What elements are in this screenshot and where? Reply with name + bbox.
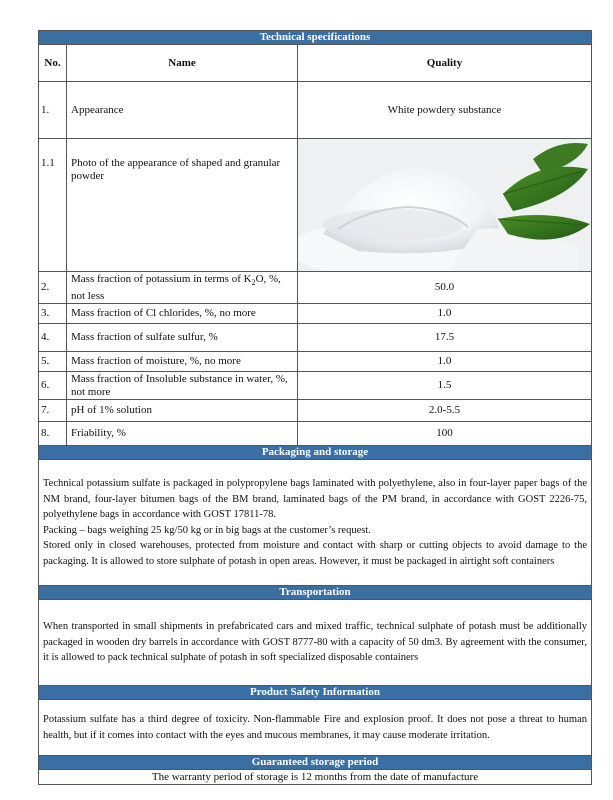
- row-name-part-a: Mass fraction of potassium in terms of K: [71, 272, 252, 285]
- row-name: [67, 272, 298, 304]
- row-quality: 1.0: [298, 352, 592, 372]
- row-number: 4.: [39, 324, 67, 352]
- safety-header-row: [39, 686, 592, 700]
- row-name: Mass fraction of sulfate sulfur, %: [67, 324, 298, 352]
- row-number: 2.: [39, 272, 67, 304]
- safety-body-row: [39, 700, 592, 756]
- row-quality: 50.0: [298, 272, 592, 304]
- row-quality: White powdery substance: [298, 82, 592, 139]
- packaging-body-row: [39, 460, 592, 586]
- row-quality: 100: [298, 422, 592, 446]
- storage-header-row: [39, 756, 592, 770]
- storage-text: The warranty period of storage is 12 months from the date of manufacture: [39, 770, 592, 785]
- packaging-paragraph-3: Stored only in closed warehouses, protected from moisture and contact with sharp or cutting objects to avoid damage to the packaging. It is allowed to store sulphate of potash in open areas. However, it must be packaged in airtight soft containers: [43, 540, 587, 567]
- packaging-header-row: [39, 446, 592, 460]
- storage-title: Guaranteed storage period: [39, 756, 592, 770]
- packaging-paragraph-2: Packing – bags weighing 25 kg/50 kg or in big bags at the customer’s request.: [43, 524, 371, 536]
- row-quality: 17.5: [298, 324, 592, 352]
- row-quality: 2.0-5.5: [298, 400, 592, 422]
- safety-text: Potassium sulfate has a third degree of toxicity. Non-flammable Fire and explosion proof. It does not pose a threat to human health, but if it comes into contact with the eyes and mucous membranes, it may cause moderate irritation.: [39, 700, 592, 756]
- table-row-photo: [39, 139, 592, 272]
- row-number: 7.: [39, 400, 67, 422]
- row-number: 8.: [39, 422, 67, 446]
- col-name-header: Name: [67, 45, 298, 82]
- table-row: [39, 400, 592, 422]
- row-name-part-b: O, %, not less: [71, 272, 281, 302]
- table-row: [39, 272, 592, 304]
- storage-body-row: [39, 770, 592, 785]
- row-number: 5.: [39, 352, 67, 372]
- row-name: Mass fraction of moisture, %, no more: [67, 352, 298, 372]
- safety-title: Product Safety Information: [39, 686, 592, 700]
- row-name-subscript: 2: [251, 278, 256, 288]
- powder-illustration: [298, 139, 591, 271]
- row-name: pH of 1% solution: [67, 400, 298, 422]
- product-photo: [298, 139, 591, 271]
- column-header-row: [39, 45, 592, 82]
- table-row: [39, 352, 592, 372]
- table-row: [39, 324, 592, 352]
- row-name: Friability, %: [67, 422, 298, 446]
- row-name: Photo of the appearance of shaped and granular powder: [67, 139, 298, 272]
- col-no-header: No.: [39, 45, 67, 82]
- tech-spec-title: Technical specifications: [39, 31, 592, 45]
- tech-spec-header-row: [39, 31, 592, 45]
- packaging-text: [39, 460, 592, 586]
- table-row: [39, 372, 592, 400]
- spec-table: [38, 30, 592, 785]
- row-photo-cell: [298, 139, 592, 272]
- row-quality: 1.0: [298, 304, 592, 324]
- table-row: [39, 304, 592, 324]
- row-quality: 1.5: [298, 372, 592, 400]
- packaging-paragraph-1: Technical potassium sulfate is packaged in polypropylene bags laminated with polyethylene, also in four-layer paper bags of the NM brand, four-layer bitumen bags of the BM brand, laminated bags of the PM brand, in accordance with GOST 2226-75, polyethylene bags in accordance with GOST 17811-78.: [43, 478, 587, 520]
- table-row: [39, 82, 592, 139]
- transport-body-row: [39, 600, 592, 686]
- spec-sheet: [38, 30, 591, 785]
- row-name: Mass fraction of Insoluble substance in water, %, not more: [67, 372, 298, 400]
- packaging-title: Packaging and storage: [39, 446, 592, 460]
- row-number: 1.: [39, 82, 67, 139]
- col-quality-header: Quality: [298, 45, 592, 82]
- transport-text: When transported in small shipments in prefabricated cars and mixed traffic, technical sulphate of potash must be additionally packaged in wooden dry barrels in accordance with GOST 8777-80 with a capacity of 50 dm3. By agreement with the consumer, it is allowed to pack technical sulphate of potash in soft specialized disposable containers: [39, 600, 592, 686]
- transport-title: Transportation: [39, 586, 592, 600]
- row-number: 1.1: [39, 139, 67, 272]
- row-name: Appearance: [67, 82, 298, 139]
- row-number: 3.: [39, 304, 67, 324]
- table-row: [39, 422, 592, 446]
- row-number: 6.: [39, 372, 67, 400]
- row-name: Mass fraction of Cl chlorides, %, no more: [67, 304, 298, 324]
- transport-header-row: [39, 586, 592, 600]
